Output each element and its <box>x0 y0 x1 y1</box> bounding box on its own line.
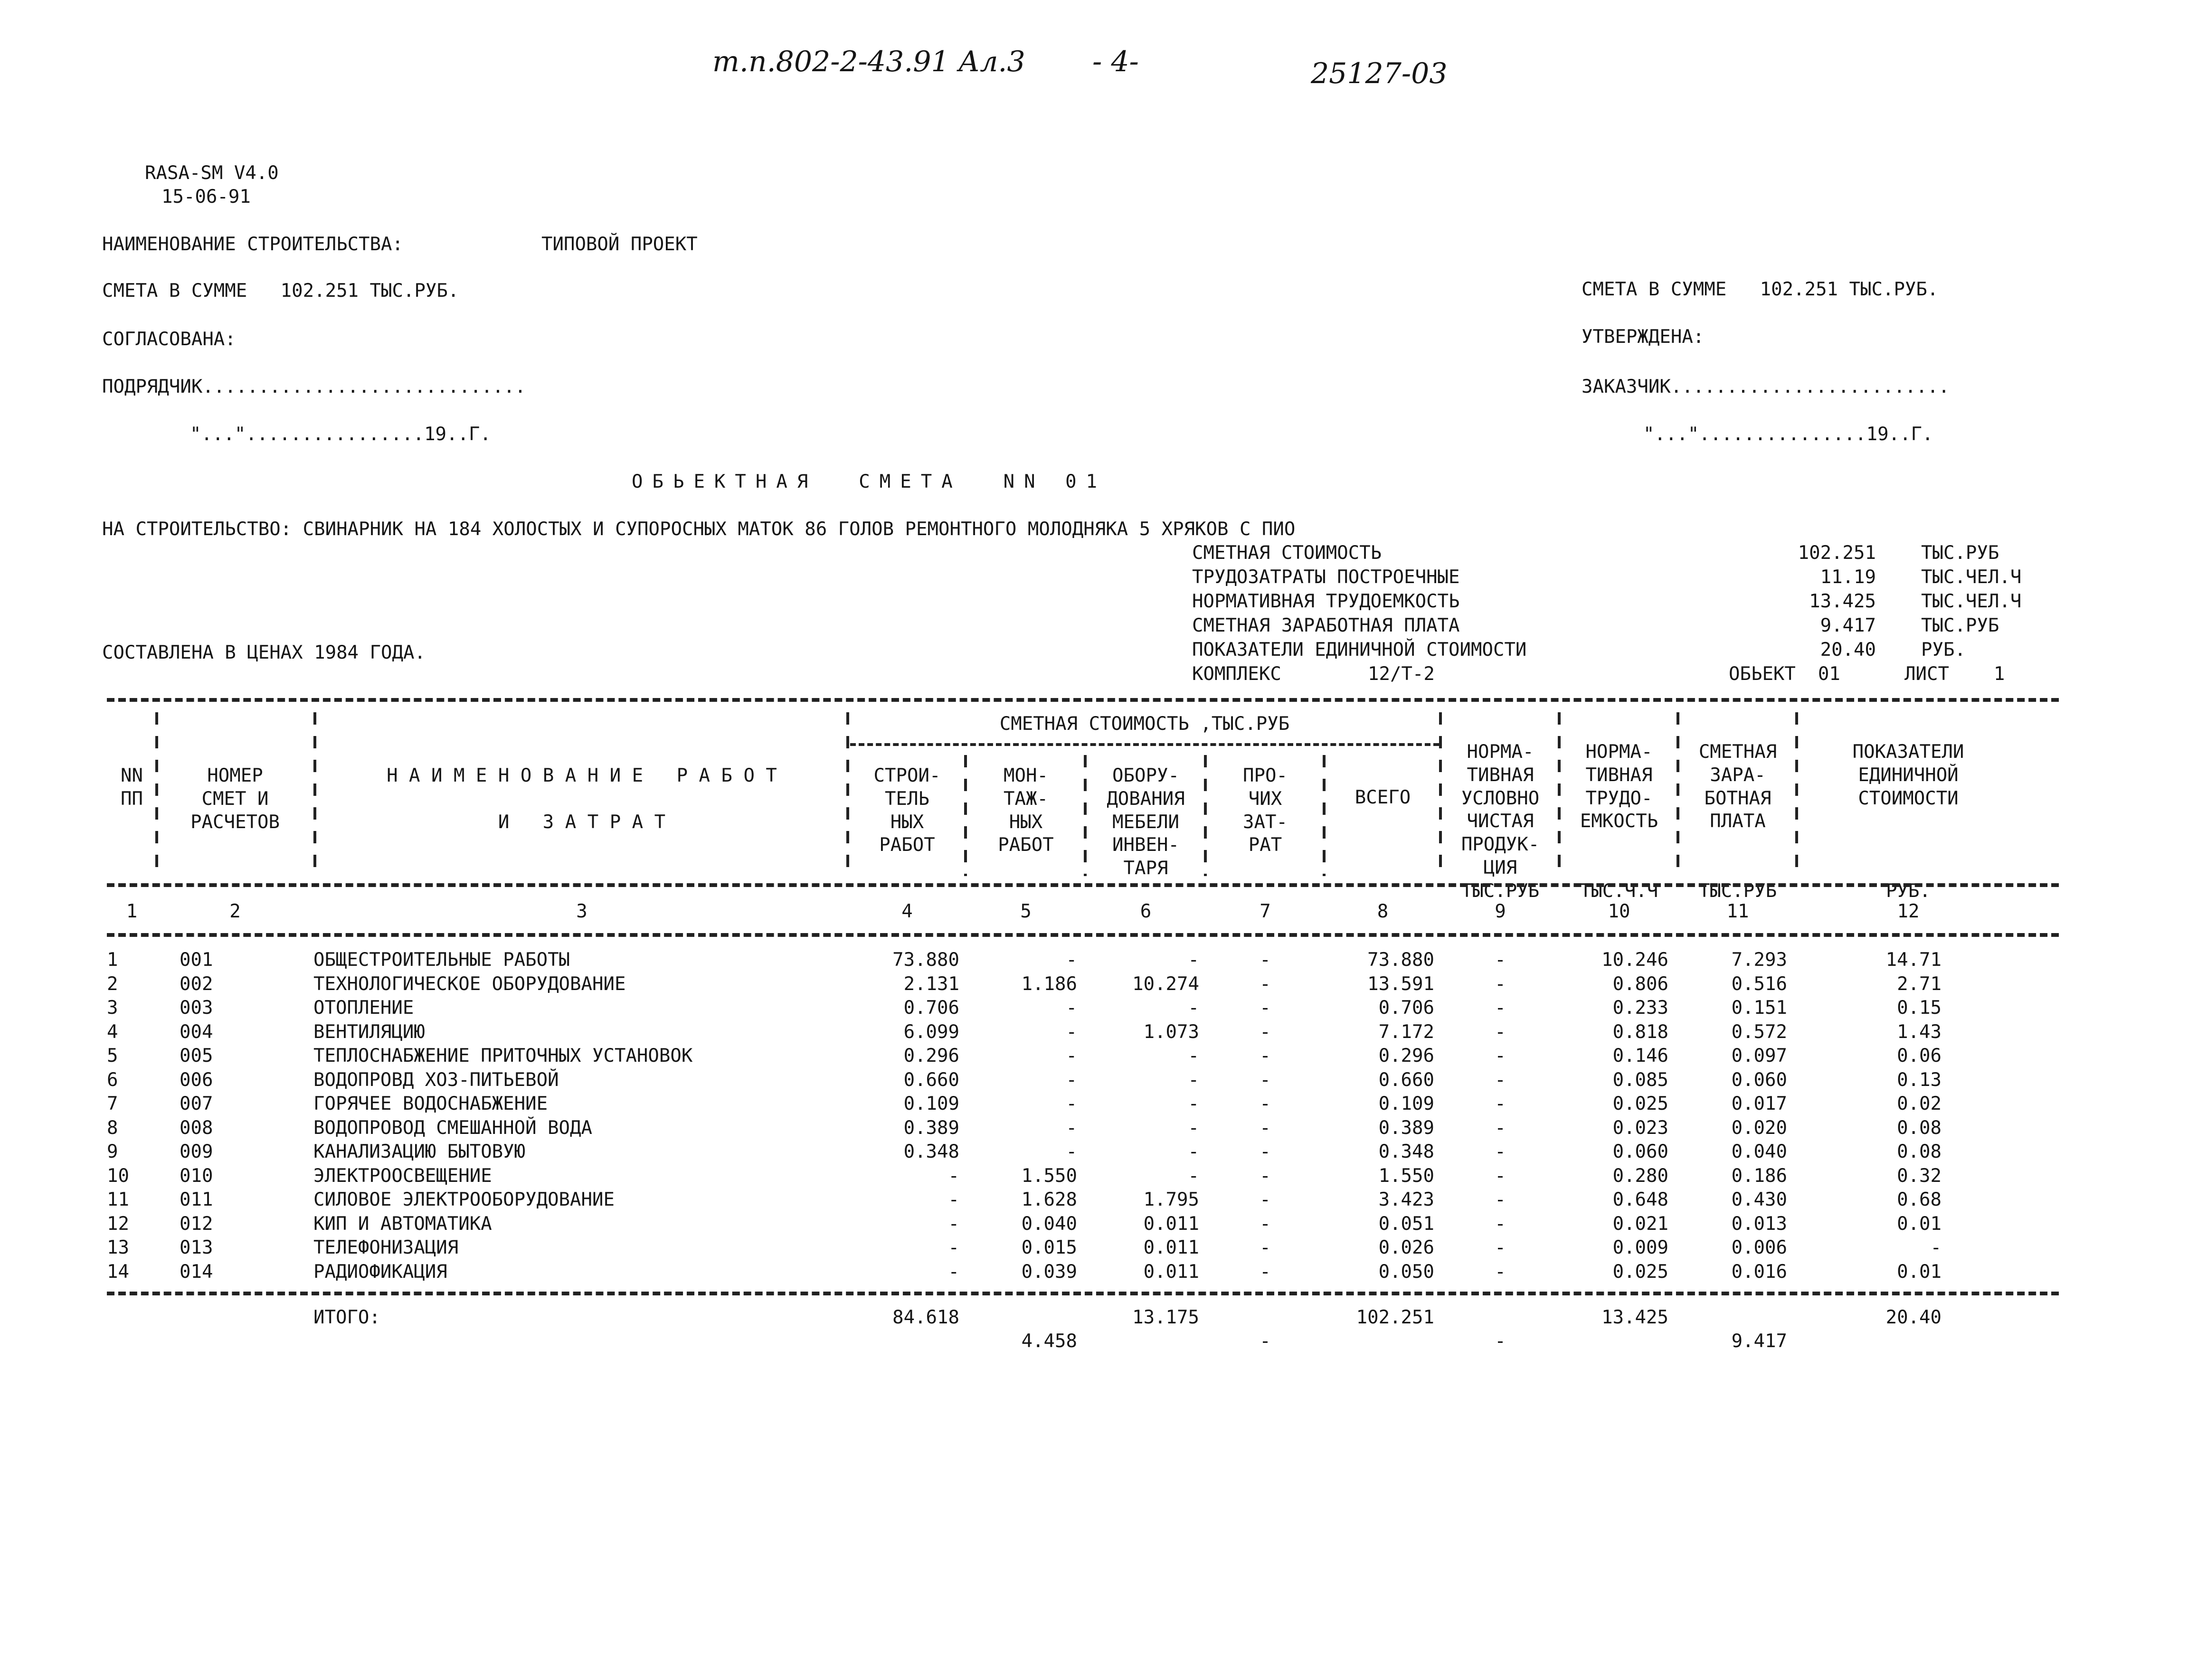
cell-norm-net: - <box>1495 973 1506 995</box>
cell-installation: - <box>1066 949 1077 971</box>
cell-norm-net: - <box>1495 1117 1506 1139</box>
column-separator <box>846 712 849 876</box>
cell-calc-no: 004 <box>180 1021 213 1043</box>
cell-installation: 1.550 <box>1021 1165 1077 1187</box>
column-number: 7 <box>1260 901 1271 922</box>
cell-norm-net: - <box>1495 1189 1506 1210</box>
cell-unit-cost: 0.02 <box>1897 1093 1942 1114</box>
cell-nn: 6 <box>107 1069 118 1091</box>
cell-norm-net: - <box>1495 1069 1506 1091</box>
cell-other: - <box>1260 1237 1271 1258</box>
cell-calc-no: 006 <box>180 1069 213 1091</box>
cell-norm-net: - <box>1495 1093 1506 1114</box>
cell-total: 0.348 <box>1378 1141 1434 1162</box>
cell-construction: 0.660 <box>903 1069 959 1091</box>
cell-other: - <box>1260 1069 1271 1091</box>
cell-calc-no: 007 <box>180 1093 213 1114</box>
cell-unit-cost: 0.08 <box>1897 1117 1942 1139</box>
column-number-rule <box>107 933 2059 937</box>
cell-total: 0.109 <box>1378 1093 1434 1114</box>
cell-calc-no: 003 <box>180 997 213 1019</box>
cell-installation: - <box>1066 1117 1077 1139</box>
cell-nn: 5 <box>107 1045 118 1067</box>
cell-other: - <box>1260 997 1271 1019</box>
column-number: 1 <box>126 901 138 922</box>
program-date: 15-06-91 <box>161 186 251 208</box>
cell-wage: 0.186 <box>1731 1165 1787 1187</box>
construction-label: НАИМЕНОВАНИЕ СТРОИТЕЛЬСТВА: <box>102 234 403 255</box>
cell-installation: 0.039 <box>1021 1261 1077 1283</box>
column-separator <box>1323 755 1326 876</box>
column-number: 4 <box>901 901 913 922</box>
cell-total: 13.591 <box>1367 973 1434 995</box>
column-number: 3 <box>576 901 587 922</box>
approved-label: УТВЕРЖДЕНА: <box>1582 326 1705 348</box>
cell-wage: 0.151 <box>1731 997 1787 1019</box>
cell-unit-cost: 2.71 <box>1897 973 1942 995</box>
cell-unit-cost: 14.71 <box>1885 949 1942 971</box>
column-separator <box>1204 755 1207 876</box>
cell-total: 0.660 <box>1378 1069 1434 1091</box>
cell-name: ВОДОПРОВД ХОЗ-ПИТЬЕВОЙ <box>313 1069 559 1091</box>
cell-total: 7.172 <box>1378 1021 1434 1043</box>
totals-label: ИТОГО: <box>313 1307 380 1328</box>
cell-wage: 0.020 <box>1731 1117 1787 1139</box>
cell-norm-net: - <box>1495 1237 1506 1258</box>
summary-label: СМЕТНАЯ СТОИМОСТЬ <box>1192 542 1382 564</box>
summary-value: 11.19 <box>1820 566 1876 588</box>
column-number: 10 <box>1608 901 1630 922</box>
cell-nn: 1 <box>107 949 118 971</box>
cell-total: 0.051 <box>1378 1213 1434 1235</box>
cell-construction: 0.348 <box>903 1141 959 1162</box>
cell-name: КИП И АВТОМАТИКА <box>313 1213 492 1235</box>
cell-total: 0.389 <box>1378 1117 1434 1139</box>
complex-value: 12/Т-2 <box>1368 663 1435 685</box>
column-number: 9 <box>1495 901 1506 922</box>
cell-other: - <box>1260 1021 1271 1043</box>
col-header-unit-cost: ПОКАЗАТЕЛИ ЕДИНИЧНОЙ СТОИМОСТИ РУБ. <box>1852 741 1964 902</box>
cell-unit-cost: - <box>1930 1237 1942 1258</box>
cell-equipment: - <box>1188 1141 1199 1162</box>
agreed-label: СОГЛАСОВАНА: <box>102 329 236 350</box>
summary-value: 13.425 <box>1809 591 1876 612</box>
cell-unit-cost: 0.01 <box>1897 1213 1942 1235</box>
cell-name: ОТОПЛЕНИЕ <box>313 997 414 1019</box>
page-number-handwritten: - 4- <box>1092 45 1139 78</box>
column-separator <box>1439 712 1442 876</box>
cell-unit-cost: 1.43 <box>1897 1021 1942 1043</box>
cell-nn: 14 <box>107 1261 129 1283</box>
cell-equipment: - <box>1188 949 1199 971</box>
cell-calc-no: 005 <box>180 1045 213 1067</box>
cell-construction: 0.296 <box>903 1045 959 1067</box>
cell-unit-cost: 0.68 <box>1897 1189 1942 1210</box>
cell-norm-labor: 0.233 <box>1612 997 1668 1019</box>
column-separator <box>1677 712 1679 876</box>
col-header-installation: МОН- ТАЖ- НЫХ РАБОТ <box>998 765 1054 856</box>
cell-other: - <box>1260 1165 1271 1187</box>
col-header-nn: NN ПП <box>121 765 143 810</box>
cell-installation: - <box>1066 1021 1077 1043</box>
summary-unit: ТЫС.ЧЕЛ.Ч <box>1921 591 2022 612</box>
cell-norm-net: - <box>1495 1021 1506 1043</box>
cell-wage: 0.430 <box>1731 1189 1787 1210</box>
column-separator <box>1795 712 1798 876</box>
cell-name: ГОРЯЧЕЕ ВОДОСНАБЖЕНИЕ <box>313 1093 548 1114</box>
cell-nn: 9 <box>107 1141 118 1162</box>
cell-construction: - <box>948 1165 959 1187</box>
header-rule <box>107 883 2059 887</box>
cell-unit-cost: 0.01 <box>1897 1261 1942 1283</box>
cell-wage: 0.017 <box>1731 1093 1787 1114</box>
summary-unit: ТЫС.РУБ <box>1921 615 1999 636</box>
cell-calc-no: 012 <box>180 1213 213 1235</box>
totals-installation: 4.458 <box>1021 1331 1077 1352</box>
column-number: 12 <box>1897 901 1920 922</box>
cell-name: ТЕПЛОСНАБЖЕНИЕ ПРИТОЧНЫХ УСТАНОВОК <box>313 1045 693 1067</box>
column-separator <box>1084 755 1087 876</box>
cell-equipment: 1.073 <box>1143 1021 1199 1043</box>
cell-name: ВОДОПРОВОД СМЕШАННОЙ ВОДА <box>313 1117 592 1139</box>
cell-name: КАНАЛИЗАЦИЮ БЫТОВУЮ <box>313 1141 526 1162</box>
summary-value: 20.40 <box>1820 639 1876 661</box>
cell-other: - <box>1260 1093 1271 1114</box>
cell-calc-no: 014 <box>180 1261 213 1283</box>
totals-norm-net: - <box>1495 1331 1506 1352</box>
cell-norm-labor: 0.818 <box>1612 1021 1668 1043</box>
cell-norm-labor: 0.146 <box>1612 1045 1668 1067</box>
document-title: ОБЬЕКТНАЯ СМЕТА NN 01 <box>632 471 1107 492</box>
cell-other: - <box>1260 949 1271 971</box>
construction-subject: НА СТРОИТЕЛЬСТВО: СВИНАРНИК НА 184 ХОЛОСТЫХ И СУПОРОСНЫХ МАТОК 86 ГОЛОВ РЕМОНТНОГО МОЛОДНЯКА 5 ХРЯКОВ С ПИО <box>102 519 1296 540</box>
cell-name: СИЛОВОЕ ЭЛЕКТРООБОРУДОВАНИЕ <box>313 1189 615 1210</box>
summary-label: ТРУДОЗАТРАТЫ ПОСТРОЕЧНЫЕ <box>1192 566 1460 588</box>
cell-unit-cost: 0.06 <box>1897 1045 1942 1067</box>
cell-construction: - <box>948 1237 959 1258</box>
cell-construction: 0.389 <box>903 1117 959 1139</box>
cell-equipment: - <box>1188 997 1199 1019</box>
cell-installation: - <box>1066 1045 1077 1067</box>
estimate-sum-left: СМЕТА В СУММЕ 102.251 ТЫС.РУБ. <box>102 280 459 302</box>
cell-installation: 1.186 <box>1021 973 1077 995</box>
cell-name: ОБЩЕСТРОИТЕЛЬНЫЕ РАБОТЫ <box>313 949 570 971</box>
cell-equipment: - <box>1188 1093 1199 1114</box>
cell-norm-net: - <box>1495 997 1506 1019</box>
cell-nn: 12 <box>107 1213 129 1235</box>
cell-wage: 0.013 <box>1731 1213 1787 1235</box>
cell-norm-net: - <box>1495 1045 1506 1067</box>
cell-nn: 8 <box>107 1117 118 1139</box>
cell-norm-labor: 0.021 <box>1612 1213 1668 1235</box>
cell-other: - <box>1260 1261 1271 1283</box>
column-number: 2 <box>229 901 241 922</box>
cell-norm-labor: 0.806 <box>1612 973 1668 995</box>
cell-wage: 7.293 <box>1731 949 1787 971</box>
cell-name: ЭЛЕКТРООСВЕЩЕНИЕ <box>313 1165 492 1187</box>
cell-norm-net: - <box>1495 1141 1506 1162</box>
cell-norm-labor: 10.246 <box>1601 949 1668 971</box>
cell-nn: 10 <box>107 1165 129 1187</box>
cell-construction: - <box>948 1261 959 1283</box>
table-bottom-rule <box>107 1292 2059 1295</box>
project-code-handwritten: т.п.802-2-43.91 Ал.3 <box>712 45 1025 78</box>
cell-construction: 0.109 <box>903 1093 959 1114</box>
summary-unit: ТЫС.ЧЕЛ.Ч <box>1921 566 2022 588</box>
cell-total: 3.423 <box>1378 1189 1434 1210</box>
cell-unit-cost: 0.13 <box>1897 1069 1942 1091</box>
complex-label: КОМПЛЕКС <box>1192 663 1281 685</box>
cell-equipment: 0.011 <box>1143 1213 1199 1235</box>
cell-other: - <box>1260 1141 1271 1162</box>
cell-construction: 0.706 <box>903 997 959 1019</box>
summary-label: НОРМАТИВНАЯ ТРУДОЕМКОСТЬ <box>1192 591 1460 612</box>
date-line-left: "..."................19..Г. <box>190 424 491 445</box>
construction-value: ТИПОВОЙ ПРОЕКТ <box>541 234 698 255</box>
col-header-wage: СМЕТНАЯ ЗАРА- БОТНАЯ ПЛАТА ТЫС.РУБ <box>1698 741 1777 902</box>
totals-wage: 9.417 <box>1731 1331 1787 1352</box>
cell-total: 0.050 <box>1378 1261 1434 1283</box>
cell-other: - <box>1260 973 1271 995</box>
cell-unit-cost: 0.32 <box>1897 1165 1942 1187</box>
col-header-norm-net: НОРМА- ТИВНАЯ УСЛОВНО ЧИСТАЯ ПРОДУК- ЦИЯ ТЫС.РУБ <box>1461 741 1540 902</box>
col-header-equipment: ОБОРУ- ДОВАНИЯ МЕБЕЛИ ИНВЕН- ТАРЯ <box>1107 765 1185 879</box>
cell-construction: 2.131 <box>903 973 959 995</box>
cell-total: 1.550 <box>1378 1165 1434 1187</box>
cell-calc-no: 013 <box>180 1237 213 1258</box>
cell-equipment: - <box>1188 1117 1199 1139</box>
cell-name: ТЕЛЕФОНИЗАЦИЯ <box>313 1237 459 1258</box>
cell-nn: 7 <box>107 1093 118 1114</box>
cell-equipment: 1.795 <box>1143 1189 1199 1210</box>
cell-name: РАДИОФИКАЦИЯ <box>313 1261 447 1283</box>
cell-calc-no: 001 <box>180 949 213 971</box>
cell-norm-labor: 0.280 <box>1612 1165 1668 1187</box>
totals-other: - <box>1260 1331 1271 1352</box>
cell-other: - <box>1260 1213 1271 1235</box>
column-separator <box>964 755 967 876</box>
cell-total: 0.296 <box>1378 1045 1434 1067</box>
cell-norm-labor: 0.023 <box>1612 1117 1668 1139</box>
column-separator <box>1558 712 1561 876</box>
cell-norm-net: - <box>1495 1165 1506 1187</box>
col-header-construction: СТРОИ- ТЕЛЬ НЫХ РАБОТ <box>873 765 941 856</box>
cell-installation: 1.628 <box>1021 1189 1077 1210</box>
cell-installation: - <box>1066 1069 1077 1091</box>
cell-equipment: - <box>1188 1069 1199 1091</box>
cell-other: - <box>1260 1045 1271 1067</box>
cell-name: ВЕНТИЛЯЦИЮ <box>313 1021 425 1043</box>
col-header-name: Н А И М Е Н О В А Н И Е Р А Б О Т И З А Т Р А Т <box>387 765 777 833</box>
program-name: RASA-SM V4.0 <box>145 162 279 184</box>
cell-other: - <box>1260 1117 1271 1139</box>
cell-norm-labor: 0.025 <box>1612 1261 1668 1283</box>
cell-wage: 0.097 <box>1731 1045 1787 1067</box>
cell-wage: 0.040 <box>1731 1141 1787 1162</box>
cell-equipment: 0.011 <box>1143 1261 1199 1283</box>
cell-total: 0.026 <box>1378 1237 1434 1258</box>
date-line-right: "..."...............19..Г. <box>1643 424 1933 445</box>
cell-calc-no: 010 <box>180 1165 213 1187</box>
cell-unit-cost: 0.08 <box>1897 1141 1942 1162</box>
column-number: 5 <box>1020 901 1032 922</box>
summary-label: СМЕТНАЯ ЗАРАБОТНАЯ ПЛАТА <box>1192 615 1460 636</box>
cell-nn: 4 <box>107 1021 118 1043</box>
totals-total: 102.251 <box>1356 1307 1434 1328</box>
column-separator <box>313 712 316 876</box>
totals-construction: 84.618 <box>892 1307 959 1328</box>
col-header-calc-no: НОМЕР СМЕТ И РАСЧЕТОВ <box>190 765 280 833</box>
totals-norm-labor: 13.425 <box>1601 1307 1668 1328</box>
cell-wage: 0.516 <box>1731 973 1787 995</box>
cell-calc-no: 009 <box>180 1141 213 1162</box>
table-top-rule <box>107 698 2059 702</box>
customer-line: ЗАКАЗЧИК......................... <box>1582 376 1950 397</box>
cell-total: 73.880 <box>1367 949 1434 971</box>
object-number: ОБЬЕКТ 01 <box>1729 663 1840 685</box>
summary-value: 102.251 <box>1798 542 1876 564</box>
column-number: 6 <box>1140 901 1152 922</box>
summary-value: 9.417 <box>1820 615 1876 636</box>
cell-equipment: 0.011 <box>1143 1237 1199 1258</box>
column-separator <box>155 712 158 876</box>
sheet-number: ЛИСТ 1 <box>1904 663 2005 685</box>
cell-norm-labor: 0.648 <box>1612 1189 1668 1210</box>
cell-construction: - <box>948 1189 959 1210</box>
cell-other: - <box>1260 1189 1271 1210</box>
cell-construction: 73.880 <box>892 949 959 971</box>
cell-wage: 0.572 <box>1731 1021 1787 1043</box>
prices-basis: СОСТАВЛЕНА В ЦЕНАХ 1984 ГОДА. <box>102 642 426 663</box>
cell-calc-no: 008 <box>180 1117 213 1139</box>
document-number-handwritten: 25127-03 <box>1311 57 1448 90</box>
col-header-other: ПРО- ЧИХ ЗАТ- РАТ <box>1243 765 1288 856</box>
cell-total: 0.706 <box>1378 997 1434 1019</box>
cell-norm-labor: 0.060 <box>1612 1141 1668 1162</box>
cell-nn: 13 <box>107 1237 129 1258</box>
col-header-norm-labor: НОРМА- ТИВНАЯ ТРУДО- ЕМКОСТЬ ТЫС.Ч.Ч <box>1580 741 1658 902</box>
cell-nn: 2 <box>107 973 118 995</box>
cell-nn: 11 <box>107 1189 129 1210</box>
totals-unit-cost: 20.40 <box>1885 1307 1942 1328</box>
column-number: 8 <box>1377 901 1389 922</box>
cell-wage: 0.060 <box>1731 1069 1787 1091</box>
cell-nn: 3 <box>107 997 118 1019</box>
cell-installation: 0.040 <box>1021 1213 1077 1235</box>
cost-group-header: СМЕТНАЯ СТОИМОСТЬ ,ТЫС.РУБ <box>999 713 1290 735</box>
cell-wage: 0.006 <box>1731 1237 1787 1258</box>
cell-norm-labor: 0.085 <box>1612 1069 1668 1091</box>
cell-construction: - <box>948 1213 959 1235</box>
cell-norm-net: - <box>1495 949 1506 971</box>
summary-unit: ТЫС.РУБ <box>1921 542 1999 564</box>
totals-equipment: 13.175 <box>1132 1307 1199 1328</box>
summary-label: ПОКАЗАТЕЛИ ЕДИНИЧНОЙ СТОИМОСТИ <box>1192 639 1527 661</box>
estimate-sum-right: СМЕТА В СУММЕ 102.251 ТЫС.РУБ. <box>1582 279 1939 300</box>
col-header-total: ВСЕГО <box>1355 787 1411 808</box>
cell-norm-net: - <box>1495 1261 1506 1283</box>
cell-norm-labor: 0.025 <box>1612 1093 1668 1114</box>
cost-group-rule <box>850 743 1439 746</box>
cell-installation: - <box>1066 1141 1077 1162</box>
cell-calc-no: 011 <box>180 1189 213 1210</box>
cell-calc-no: 002 <box>180 973 213 995</box>
cell-norm-labor: 0.009 <box>1612 1237 1668 1258</box>
cell-installation: - <box>1066 997 1077 1019</box>
cell-equipment: - <box>1188 1045 1199 1067</box>
summary-unit: РУБ. <box>1921 639 1966 661</box>
cell-wage: 0.016 <box>1731 1261 1787 1283</box>
contractor-line: ПОДРЯДЧИК............................. <box>102 376 526 397</box>
cell-unit-cost: 0.15 <box>1897 997 1942 1019</box>
cell-name: ТЕХНОЛОГИЧЕСКОЕ ОБОРУДОВАНИЕ <box>313 973 626 995</box>
cell-construction: 6.099 <box>903 1021 959 1043</box>
cell-installation: - <box>1066 1093 1077 1114</box>
cell-norm-net: - <box>1495 1213 1506 1235</box>
cell-equipment: 10.274 <box>1132 973 1199 995</box>
column-number: 11 <box>1726 901 1749 922</box>
cell-installation: 0.015 <box>1021 1237 1077 1258</box>
cell-equipment: - <box>1188 1165 1199 1187</box>
